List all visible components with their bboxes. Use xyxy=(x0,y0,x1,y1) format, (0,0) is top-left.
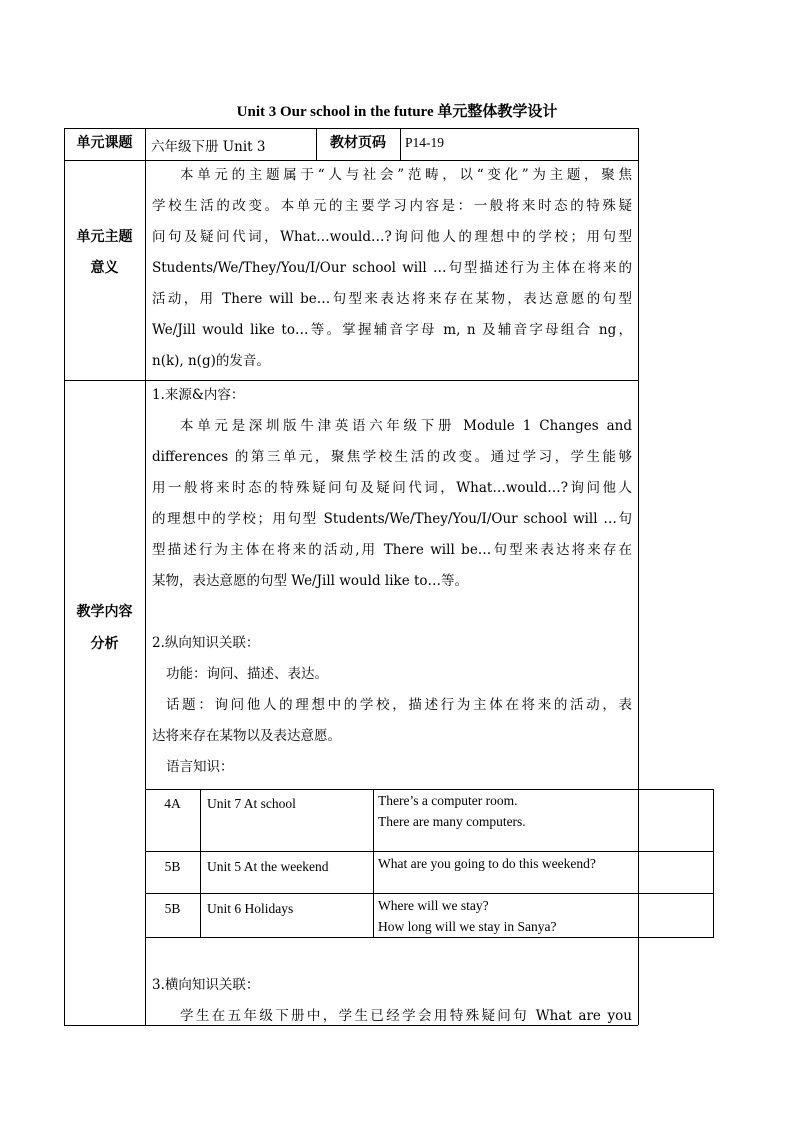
section-1-line: 某物，表达意愿的句型 We/Jill would like to…等。 xyxy=(152,573,469,589)
theme-line: Students/We/They/You/I/Our school will …句型描述行为主体在将来的 xyxy=(152,260,632,276)
function-line: 功能：询问、描述、表达。 xyxy=(166,666,328,682)
analysis-label-line1: 教学内容 xyxy=(76,604,133,620)
knowledge-sentence-cell xyxy=(378,790,526,832)
section-1-line: 本单元是深圳版牛津英语六年级下册 Module 1 Changes and xyxy=(180,418,632,434)
knowledge-grade-cell: 5B xyxy=(164,901,181,916)
section-1-line: 的理想中的学校；用句型 Students/We/They/You/I/Our school will …句 xyxy=(152,511,632,527)
column-divider-page-value xyxy=(400,128,401,160)
knowledge-sentence-cell xyxy=(378,895,556,937)
knowledge-grade-cell: 5B xyxy=(164,859,181,874)
language-knowledge-label: 语言知识： xyxy=(166,759,234,775)
section-1-line: 型描述行为主体在将来的活动,用 There will be…句型来表达将来存在 xyxy=(152,542,632,558)
analysis-section-2 xyxy=(152,628,632,783)
knowledge-sentence: How long will we stay in Sanya? xyxy=(378,919,557,934)
section-2-heading: 2.纵向知识关联： xyxy=(152,635,260,651)
theme-line: n(k), n(g)的发音。 xyxy=(152,353,270,369)
theme-label-line2: 意义 xyxy=(90,260,119,276)
topic-line: 达将来存在某物以及表达意愿。 xyxy=(152,728,341,744)
knowledge-unit-cell: Unit 6 Holidays xyxy=(207,901,294,916)
document-title: Unit 3 Our school in the future 单元整体教学设计 xyxy=(236,104,558,120)
page-range-value: P14-19 xyxy=(405,135,445,150)
knowledge-table-border-right xyxy=(713,789,714,937)
knowledge-row-divider xyxy=(145,893,714,894)
knowledge-row-divider xyxy=(145,851,714,852)
knowledge-sentence-cell xyxy=(378,853,596,874)
section-1-line: 用一般将来时态的特殊疑问句及疑问代词，What…would…?询问他人 xyxy=(152,480,632,496)
analysis-section-3 xyxy=(152,970,632,1032)
unit-topic-value: 六年级下册 Unit 3 xyxy=(151,139,266,155)
knowledge-sentence: There are many computers. xyxy=(378,814,526,829)
section-1-heading: 1.来源&内容： xyxy=(152,387,245,403)
knowledge-unit-cell: Unit 5 At the weekend xyxy=(207,859,329,874)
theme-label-line1: 单元主题 xyxy=(76,229,133,245)
knowledge-sentence: There’s a computer room. xyxy=(378,793,518,808)
theme-line: We/Jill would like to…等。掌握辅音字母 m, n 及辅音字母组合 ng， xyxy=(152,322,632,338)
knowledge-unit-cell: Unit 7 At school xyxy=(207,796,296,811)
analysis-section-1 xyxy=(152,380,632,597)
knowledge-sentence: What are you going to do this weekend? xyxy=(378,856,596,871)
knowledge-grade-cell: 4A xyxy=(164,796,181,811)
theme-line: 问句及疑问代词，What…would…?询问他人的理想中的学校；用句型 xyxy=(152,229,632,245)
section-3-line: 学生在五年级下册中，学生已经学会用特殊疑问句 What are you xyxy=(180,1008,632,1024)
theme-line: 本单元的主题属于“人与社会”范畴，以“变化”为主题，聚焦 xyxy=(180,167,632,183)
theme-paragraph xyxy=(152,160,632,377)
unit-topic-label: 单元课题 xyxy=(76,135,133,151)
page-range-label: 教材页码 xyxy=(330,135,386,151)
knowledge-sentence: Where will we stay? xyxy=(378,898,489,913)
knowledge-table xyxy=(145,789,714,937)
knowledge-col-divider xyxy=(200,789,201,937)
section-1-line: differences 的第三单元，聚焦学校生活的改变。通过学习，学生能够 xyxy=(152,449,632,465)
theme-line: 学校生活的改变。本单元的主要学习内容是：一般将来时态的特殊疑 xyxy=(152,198,632,214)
analysis-label-line2: 分析 xyxy=(90,636,119,652)
theme-line: 活动，用 There will be…句型来表达将来存在某物，表达意愿的句型 xyxy=(152,291,632,307)
knowledge-table-border-bottom xyxy=(145,937,714,938)
knowledge-col-divider xyxy=(373,789,374,937)
topic-line: 话题：询问他人的理想中的学校，描述行为主体在将来的活动，表 xyxy=(166,697,632,713)
section-3-heading: 3.横向知识关联： xyxy=(152,977,260,993)
knowledge-col-divider xyxy=(638,789,639,937)
